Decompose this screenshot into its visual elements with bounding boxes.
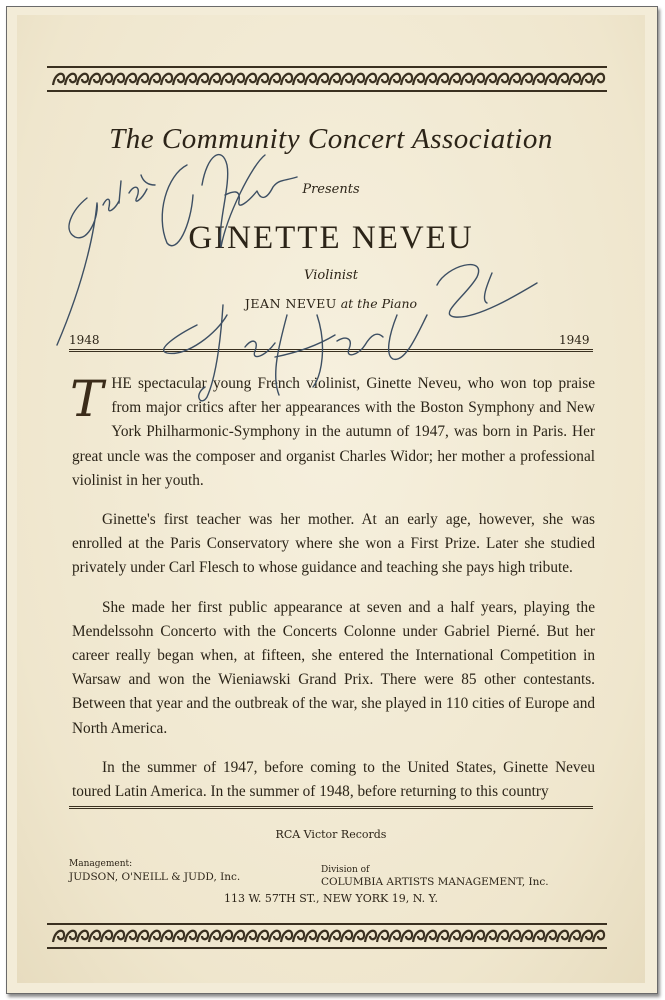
chain-link-ornament: [101, 74, 112, 85]
chain-link-ornament: [77, 931, 88, 942]
drop-cap: T: [70, 370, 104, 428]
division-label: Division of: [321, 865, 370, 875]
chain-link-ornament: [137, 931, 148, 942]
chain-link-ornament: [257, 74, 268, 85]
chain-link-ornament: [365, 931, 376, 942]
chain-link-ornament: [305, 931, 316, 942]
chain-link-ornament: [293, 931, 304, 942]
chain-link-ornament: [89, 74, 100, 85]
chain-link-ornament: [509, 931, 520, 942]
chain-link-ornament: [173, 931, 184, 942]
chain-link-ornament: [317, 74, 328, 85]
chain-link-ornament: [293, 74, 304, 85]
chain-link-ornament: [53, 931, 64, 942]
chain-link-ornament: [533, 74, 544, 85]
chain-link-ornament: [581, 74, 592, 85]
chain-link-ornament: [593, 931, 604, 942]
chain-link-ornament: [233, 74, 244, 85]
chain-link-ornament: [329, 931, 340, 942]
chain-link-ornament: [389, 74, 400, 85]
chain-link-ornament: [461, 74, 472, 85]
chain-link-ornament: [545, 74, 556, 85]
chain-link-ornament: [53, 74, 64, 85]
chain-link-ornament: [437, 74, 448, 85]
chain-link-ornament: [377, 74, 388, 85]
chain-link-ornament: [569, 931, 580, 942]
chain-link-ornament: [377, 931, 388, 942]
chain-link-ornament: [209, 931, 220, 942]
pianist-role: at the Piano: [340, 296, 418, 311]
chain-link-ornament: [281, 931, 292, 942]
chain-link-ornament: [221, 931, 232, 942]
chain-link-ornament: [197, 931, 208, 942]
season-end: 1949: [559, 333, 590, 347]
chain-link-ornament: [365, 74, 376, 85]
chain-link-ornament: [65, 931, 76, 942]
chain-link-ornament: [113, 931, 124, 942]
footer-divider: [69, 806, 593, 809]
chain-link-ornament: [389, 931, 400, 942]
chain-link-ornament: [65, 74, 76, 85]
chain-link-ornament: [245, 931, 256, 942]
chain-link-ornament: [185, 931, 196, 942]
chain-link-ornament: [437, 931, 448, 942]
ornamental-border-bottom: [47, 922, 607, 950]
chain-link-ornament: [557, 74, 568, 85]
chain-link-ornament: [521, 74, 532, 85]
chain-link-ornament: [545, 931, 556, 942]
chain-link-ornament: [353, 74, 364, 85]
pianist-line: [17, 296, 645, 311]
season-start: 1948: [69, 333, 100, 347]
chain-link-ornament: [137, 74, 148, 85]
chain-link-ornament: [125, 74, 136, 85]
ornamental-border-top: [47, 65, 607, 93]
chain-link-ornament: [233, 931, 244, 942]
chain-link-ornament: [125, 931, 136, 942]
chain-link-ornament: [581, 931, 592, 942]
chain-link-ornament: [317, 931, 328, 942]
chain-link-ornament: [593, 74, 604, 85]
management-name: JUDSON, O'NEILL & JUDD, Inc.: [69, 871, 241, 883]
paragraph-3: She made her first public appearance at seven and a half years, playing the Mendelssohn Concerto with the Concerts Colonne under Gabriel Pierné. But her career really began when, at fifteen, she entered the International Competition in Warsaw and won the Wieniawski Grand Prix. There were 85 other contestants. Between that year and the outbreak of the war, she played in 110 cities of Europe and North America.: [72, 598, 595, 737]
chain-link-ornament: [485, 931, 496, 942]
chain-link-ornament: [305, 74, 316, 85]
chain-link-ornament: [341, 931, 352, 942]
chain-link-ornament: [413, 931, 424, 942]
chain-link-ornament: [485, 74, 496, 85]
chain-link-ornament: [497, 931, 508, 942]
program-sheet: [17, 15, 645, 983]
chain-link-ornament: [509, 74, 520, 85]
chain-link-ornament: [113, 74, 124, 85]
biography-text: [72, 372, 595, 819]
chain-link-ornament: [473, 931, 484, 942]
chain-link-ornament: [557, 931, 568, 942]
chain-link-ornament: [185, 74, 196, 85]
chain-link-ornament: [281, 74, 292, 85]
chain-link-ornament: [197, 74, 208, 85]
chain-link-ornament: [401, 931, 412, 942]
paragraph-1-text: HE spectacular young French violinist, Ginette Neveu, who won top praise from major critics after her appearances with the Boston Symphony and New York Philharmonic-Symphony in the autumn of 1947, was born in Paris. Her great uncle was the composer and organist Charles Widor; her mother a professional violinist in her youth.: [72, 375, 595, 489]
chain-link-ornament: [425, 931, 436, 942]
chain-link-ornament: [533, 931, 544, 942]
header-divider: [69, 349, 593, 352]
chain-link-ornament: [149, 931, 160, 942]
chain-link-ornament: [521, 931, 532, 942]
chain-link-ornament: [353, 931, 364, 942]
chain-link-ornament: [449, 931, 460, 942]
chain-link-ornament: [425, 74, 436, 85]
chain-link-ornament: [149, 74, 160, 85]
chain-link-ornament: [161, 74, 172, 85]
chain-link-ornament: [401, 74, 412, 85]
chain-link-ornament: [89, 931, 100, 942]
management-label: Management:: [69, 859, 133, 869]
chain-link-ornament: [269, 74, 280, 85]
association-title: The Community Concert Association: [109, 123, 553, 155]
chain-link-ornament: [269, 931, 280, 942]
paragraph-1: [72, 372, 595, 493]
chain-link-ornament: [329, 74, 340, 85]
presents-label: Presents: [302, 182, 360, 197]
chain-link-ornament: [101, 931, 112, 942]
chain-link-ornament: [569, 74, 580, 85]
chain-link-ornament: [497, 74, 508, 85]
address: 113 W. 57TH ST., NEW YORK 19, N. Y.: [223, 892, 439, 905]
chain-link-ornament: [473, 74, 484, 85]
chain-link-ornament: [257, 931, 268, 942]
paragraph-4: In the summer of 1947, before coming to the United States, Ginette Neveu toured Latin America. In the summer of 1948, before returning to this country: [72, 758, 595, 801]
pianist-name: JEAN NEVEU: [244, 296, 337, 311]
artist-name: GINETTE NEVEU: [188, 220, 474, 256]
chain-link-ornament: [209, 74, 220, 85]
chain-link-ornament: [173, 74, 184, 85]
chain-link-ornament: [161, 931, 172, 942]
document-frame: [6, 6, 658, 994]
chain-link-ornament: [449, 74, 460, 85]
division-name: COLUMBIA ARTISTS MANAGEMENT, Inc.: [321, 876, 549, 888]
chain-link-ornament: [245, 74, 256, 85]
chain-link-ornament: [77, 74, 88, 85]
artist-role: Violinist: [304, 268, 358, 283]
chain-link-ornament: [221, 74, 232, 85]
chain-link-ornament: [461, 931, 472, 942]
paragraph-2: Ginette's first teacher was her mother. At an early age, however, she was enrolled at the Paris Conservatory where she won a First Prize. Later she studied privately under Carl Flesch to whose guidance and teaching she pays high tribute.: [72, 511, 595, 577]
chain-link-ornament: [413, 74, 424, 85]
chain-link-ornament: [341, 74, 352, 85]
records-label: RCA Victor Records: [275, 828, 387, 841]
